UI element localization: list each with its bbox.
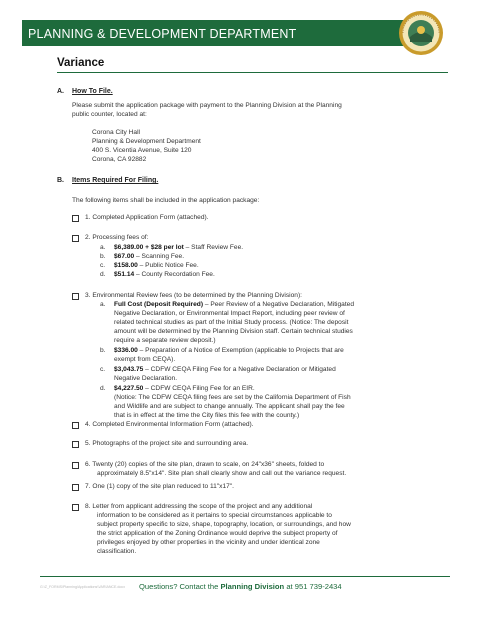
fee-amount: $67.00 (114, 253, 135, 260)
checkbox-item-8[interactable] (72, 504, 79, 511)
item-8-line-2: information to be considered as it pertains to special circumstances applicable to (97, 512, 332, 519)
env-fee-c-amount: $3,043.75 (114, 366, 144, 373)
checkbox-item-1[interactable] (72, 215, 79, 222)
address-line-1: Corona City Hall (92, 129, 141, 136)
item-6-line-1: 6. Twenty (20) copies of the site plan, drawn to scale, on 24"x36" sheets, folded to (85, 461, 325, 468)
fee-desc: – Scanning Fee. (134, 253, 185, 260)
section-a-letter: A. (57, 88, 64, 95)
fee-desc: – Public Notice Fee. (137, 262, 199, 269)
fee-amount: $51.14 (114, 271, 135, 278)
env-fee-c-line-1 (114, 365, 336, 374)
fee-letter: b. (100, 253, 106, 260)
env-fee-d-amount: $4,227.50 (114, 385, 144, 392)
env-fee-d-letter: d. (100, 385, 106, 392)
fee-desc: – County Recordation Fee. (134, 271, 215, 278)
env-fee-d-line-2: (Notice: The CDFW CEQA filing fees are set by the California Department of Fish (114, 394, 351, 401)
env-fee-c-line-2: Negative Declaration. (114, 375, 178, 382)
env-fee-b-amount: $336.00 (114, 347, 138, 354)
env-fee-a-line-1 (114, 300, 354, 309)
env-fee-a-line-5: require a separate review deposit.) (114, 337, 216, 344)
title-divider (57, 72, 448, 73)
env-fee-a-letter: a. (100, 301, 106, 308)
checkbox-item-5[interactable] (72, 441, 79, 448)
item-6-line-2: approximately 8.5"x14". Site plan shall clearly show and call out the variance request. (97, 470, 347, 477)
env-fee-d-line-4: that is in effect at the time the City files this fee with the county.) (114, 412, 300, 419)
item-2-text: 2. Processing fees of: (85, 234, 149, 241)
address-line-2: Planning & Development Department (92, 138, 201, 145)
address-line-3: 400 S. Vicentia Avenue, Suite 120 (92, 147, 192, 154)
item-8-line-5: privileges enjoyed by other properties in the vicinity and under identical zone (97, 539, 320, 546)
env-fee-b-letter: b. (100, 347, 106, 354)
footer-phone: at 951 739-2434 (284, 582, 342, 591)
item-8-line-6: classification. (97, 548, 137, 555)
item-8-line-3: subject property specific to size, shape, topography, location, or surroundings, and how (97, 521, 351, 528)
page-title: Variance (57, 57, 105, 69)
env-fee-a-text: – Peer Review of a Negative Declaration, Mitigated (203, 301, 355, 308)
section-a-para-2: public counter, located at: (72, 111, 147, 118)
checkbox-item-6[interactable] (72, 462, 79, 469)
section-a-para-1: Please submit the application package with payment to the Planning Division at the Planning (72, 102, 342, 109)
checkbox-item-4[interactable] (72, 422, 79, 429)
env-fee-c-text: – CDFW CEQA Filing Fee for a Negative Declaration or Mitigated (143, 366, 336, 373)
item-5-text: 5. Photographs of the project site and surrounding area. (85, 440, 249, 447)
checkbox-item-2[interactable] (72, 235, 79, 242)
fee-desc: – Staff Review Fee. (183, 244, 244, 251)
item-4-text: 4. Completed Environmental Information Form (attached). (85, 421, 254, 428)
env-fee-a-amount: Full Cost (Deposit Required) (114, 301, 204, 308)
env-fee-a-line-3: related technical studies as part of the Initial Study process. (Notice: The deposit (114, 319, 349, 326)
city-seal-icon (398, 10, 444, 56)
section-a-title: How To File. (72, 88, 113, 95)
env-fee-b-line-1 (114, 346, 344, 355)
fee-letter: a. (100, 244, 106, 251)
department-title: PLANNING & DEVELOPMENT DEPARTMENT (28, 27, 297, 41)
footer-division: Planning Division (220, 582, 285, 591)
address-line-4: Corona, CA 92882 (92, 156, 147, 163)
footer-contact (139, 582, 342, 591)
env-fee-b-line-2: exempt from CEQA). (114, 356, 176, 363)
fee-letter: d. (100, 271, 106, 278)
fee-amount: $6,389.00 + $28 per lot (114, 244, 184, 251)
checkbox-item-3[interactable] (72, 293, 79, 300)
item-1-text: 1. Completed Application Form (attached). (85, 214, 209, 221)
footer-divider (40, 576, 450, 577)
item-7-text: 7. One (1) copy of the site plan reduced to 11"x17". (85, 483, 234, 490)
item-3-text: 3. Environmental Review fees (to be determined by the Planning Division): (85, 292, 302, 299)
footer-question: Questions? Contact the (139, 582, 221, 591)
item-8-line-1: 8. Letter from applicant addressing the scope of the project and any additional (85, 503, 313, 510)
env-fee-a-line-4: amount will be determined by the Planning Division staff. Certain technical studies (114, 328, 353, 335)
env-fee-d-line-3: and Wildlife and are subject to change annually. The applicant shall pay the fee (114, 403, 345, 410)
footer-file-path: G:\Z_FORMS\Planning\Applications\VARIANCE.docx (40, 585, 126, 589)
checkbox-item-7[interactable] (72, 484, 79, 491)
env-fee-c-letter: c. (100, 366, 106, 373)
env-fee-a-line-2: Negative Declaration, or Environmental Impact Report, including peer review of (114, 310, 345, 317)
fee-row-d (100, 270, 440, 280)
fee-amount: $158.00 (114, 262, 138, 269)
env-fee-d-line-1 (114, 384, 255, 393)
fee-letter: c. (100, 262, 106, 269)
item-8-line-4: the strict application of the Zoning Ordinance would deprive the subject property of (97, 530, 338, 537)
env-fee-b-text: – Preparation of a Notice of Exemption (applicable to Projects that are (137, 347, 344, 354)
section-b-letter: B. (57, 177, 64, 184)
env-fee-d-text: – CDFW CEQA Filing Fee for an EIR. (143, 385, 255, 392)
section-b-intro: The following items shall be included in the application package: (72, 197, 260, 204)
section-b-title: Items Required For Filing. (72, 177, 159, 184)
